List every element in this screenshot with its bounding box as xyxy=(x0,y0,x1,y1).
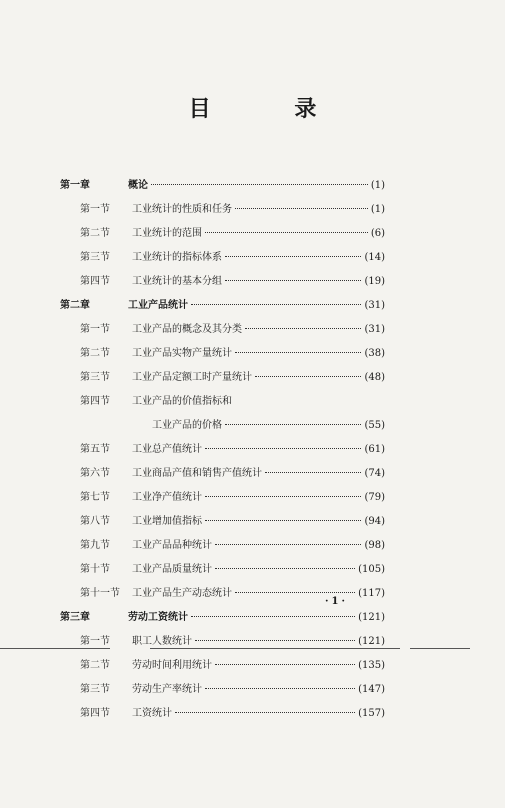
toc-section-entry xyxy=(60,416,385,440)
toc-entry-number: 第八节 xyxy=(80,516,110,527)
toc-dot-leader xyxy=(195,640,355,641)
toc-entry-page: (1) xyxy=(370,204,385,215)
toc-dot-leader xyxy=(205,496,361,497)
toc-section-entry xyxy=(60,536,385,560)
toc-entry-page: (79) xyxy=(364,492,385,503)
toc-section-entry xyxy=(60,368,385,392)
toc-entry-page: (147) xyxy=(358,684,385,695)
scan-edge-line-middle xyxy=(150,648,400,649)
toc-entry-number: 第五节 xyxy=(80,444,110,455)
toc-entry-title: 概论 xyxy=(128,180,148,191)
toc-entry-page: (157) xyxy=(358,708,385,719)
toc-dot-leader xyxy=(215,544,361,545)
toc-section-entry xyxy=(60,512,385,536)
toc-entry-title: 工业商品产值和销售产值统计 xyxy=(132,468,262,479)
page-title: 目 录 xyxy=(188,96,355,122)
toc-section-entry xyxy=(60,200,385,224)
toc-entry-page: (117) xyxy=(358,588,385,599)
toc-entry-number: 第十一节 xyxy=(80,588,120,599)
toc-entry-page: (14) xyxy=(364,252,385,263)
toc-section-entry xyxy=(60,248,385,272)
toc-entry-number: 第四节 xyxy=(80,708,110,719)
toc-section-entry xyxy=(60,632,385,656)
toc-entry-title: 工资统计 xyxy=(132,708,172,719)
toc-entry-page: (38) xyxy=(364,348,385,359)
toc-entry-number: 第一节 xyxy=(80,636,110,647)
table-of-contents xyxy=(60,176,385,728)
toc-entry-page: (6) xyxy=(370,228,385,239)
toc-entry-page: (1) xyxy=(370,180,385,191)
toc-entry-title: 工业产品定额工时产量统计 xyxy=(132,372,252,383)
toc-dot-leader xyxy=(205,520,361,521)
toc-entry-title: 劳动生产率统计 xyxy=(132,684,202,695)
toc-dot-leader xyxy=(265,472,361,473)
toc-entry-number: 第十节 xyxy=(80,564,110,575)
toc-entry-page: (19) xyxy=(364,276,385,287)
toc-entry-title: 工业产品生产动态统计 xyxy=(132,588,232,599)
toc-entry-title: 工业统计的基本分组 xyxy=(132,276,222,287)
toc-dot-leader xyxy=(205,232,368,233)
toc-entry-number: 第三节 xyxy=(80,684,110,695)
toc-chapter-entry xyxy=(60,176,385,200)
toc-entry-number: 第二节 xyxy=(80,228,110,239)
toc-entry-title: 工业产品统计 xyxy=(128,300,188,311)
toc-entry-page: (121) xyxy=(358,612,385,623)
toc-dot-leader xyxy=(225,256,361,257)
toc-dot-leader xyxy=(205,688,355,689)
toc-entry-title: 工业统计的性质和任务 xyxy=(132,204,232,215)
toc-entry-number: 第二节 xyxy=(80,348,110,359)
toc-dot-leader xyxy=(225,280,361,281)
toc-entry-page: (61) xyxy=(364,444,385,455)
toc-entry-title: 工业净产值统计 xyxy=(132,492,202,503)
toc-entry-page: (135) xyxy=(358,660,385,671)
toc-entry-title: 工业统计的指标体系 xyxy=(132,252,222,263)
toc-dot-leader xyxy=(215,664,355,665)
toc-dot-leader xyxy=(225,424,361,425)
toc-entry-number: 第一章 xyxy=(60,180,90,191)
toc-entry-page: (121) xyxy=(358,636,385,647)
toc-entry-title: 劳动时间利用统计 xyxy=(132,660,212,671)
toc-entry-number: 第四节 xyxy=(80,396,110,407)
toc-section-entry xyxy=(60,704,385,728)
toc-dot-leader xyxy=(245,328,361,329)
toc-entry-number: 第一节 xyxy=(80,324,110,335)
toc-entry-page: (48) xyxy=(364,372,385,383)
toc-entry-number: 第四节 xyxy=(80,276,110,287)
toc-section-entry xyxy=(60,560,385,584)
toc-section-entry xyxy=(60,440,385,464)
toc-entry-title: 工业产品的价值指标和 xyxy=(132,396,232,407)
toc-section-entry xyxy=(60,224,385,248)
toc-entry-title: 工业产品质量统计 xyxy=(132,564,212,575)
toc-entry-page: (74) xyxy=(364,468,385,479)
toc-section-entry xyxy=(60,392,385,416)
toc-entry-title: 工业总产值统计 xyxy=(132,444,202,455)
toc-entry-number: 第二章 xyxy=(60,300,90,311)
toc-dot-leader xyxy=(235,592,355,593)
toc-dot-leader xyxy=(191,616,355,617)
toc-entry-number: 第七节 xyxy=(80,492,110,503)
page-number: ·1· xyxy=(325,596,348,607)
toc-section-entry xyxy=(60,680,385,704)
toc-entry-number: 第三章 xyxy=(60,612,90,623)
toc-entry-number: 第三节 xyxy=(80,252,110,263)
toc-section-entry xyxy=(60,464,385,488)
toc-entry-title: 工业统计的范围 xyxy=(132,228,202,239)
toc-entry-page: (55) xyxy=(364,420,385,431)
toc-entry-title: 工业产品的概念及其分类 xyxy=(132,324,242,335)
toc-entry-page: (31) xyxy=(364,324,385,335)
toc-entry-title: 工业产品的价格 xyxy=(152,420,222,431)
scan-edge-line-right xyxy=(410,648,470,649)
scan-edge-line-left xyxy=(0,648,110,649)
toc-entry-page: (94) xyxy=(364,516,385,527)
toc-dot-leader xyxy=(175,712,355,713)
toc-entry-number: 第二节 xyxy=(80,660,110,671)
toc-entry-number: 第一节 xyxy=(80,204,110,215)
toc-dot-leader xyxy=(235,208,368,209)
toc-entry-page: (31) xyxy=(364,300,385,311)
toc-entry-title: 劳动工资统计 xyxy=(128,612,188,623)
toc-dot-leader xyxy=(215,568,355,569)
toc-entry-number: 第三节 xyxy=(80,372,110,383)
toc-dot-leader xyxy=(151,184,368,185)
toc-chapter-entry xyxy=(60,296,385,320)
toc-dot-leader xyxy=(191,304,361,305)
toc-entry-title: 职工人数统计 xyxy=(132,636,192,647)
toc-dot-leader xyxy=(255,376,361,377)
toc-section-entry xyxy=(60,272,385,296)
toc-section-entry xyxy=(60,320,385,344)
toc-dot-leader xyxy=(235,352,361,353)
toc-entry-page: (105) xyxy=(358,564,385,575)
toc-dot-leader xyxy=(205,448,361,449)
toc-entry-number: 第九节 xyxy=(80,540,110,551)
toc-section-entry xyxy=(60,488,385,512)
toc-entry-title: 工业增加值指标 xyxy=(132,516,202,527)
toc-section-entry xyxy=(60,344,385,368)
toc-entry-page: (98) xyxy=(364,540,385,551)
toc-chapter-entry xyxy=(60,608,385,632)
toc-entry-title: 工业产品实物产量统计 xyxy=(132,348,232,359)
toc-entry-number: 第六节 xyxy=(80,468,110,479)
toc-section-entry xyxy=(60,656,385,680)
toc-entry-title: 工业产品品种统计 xyxy=(132,540,212,551)
